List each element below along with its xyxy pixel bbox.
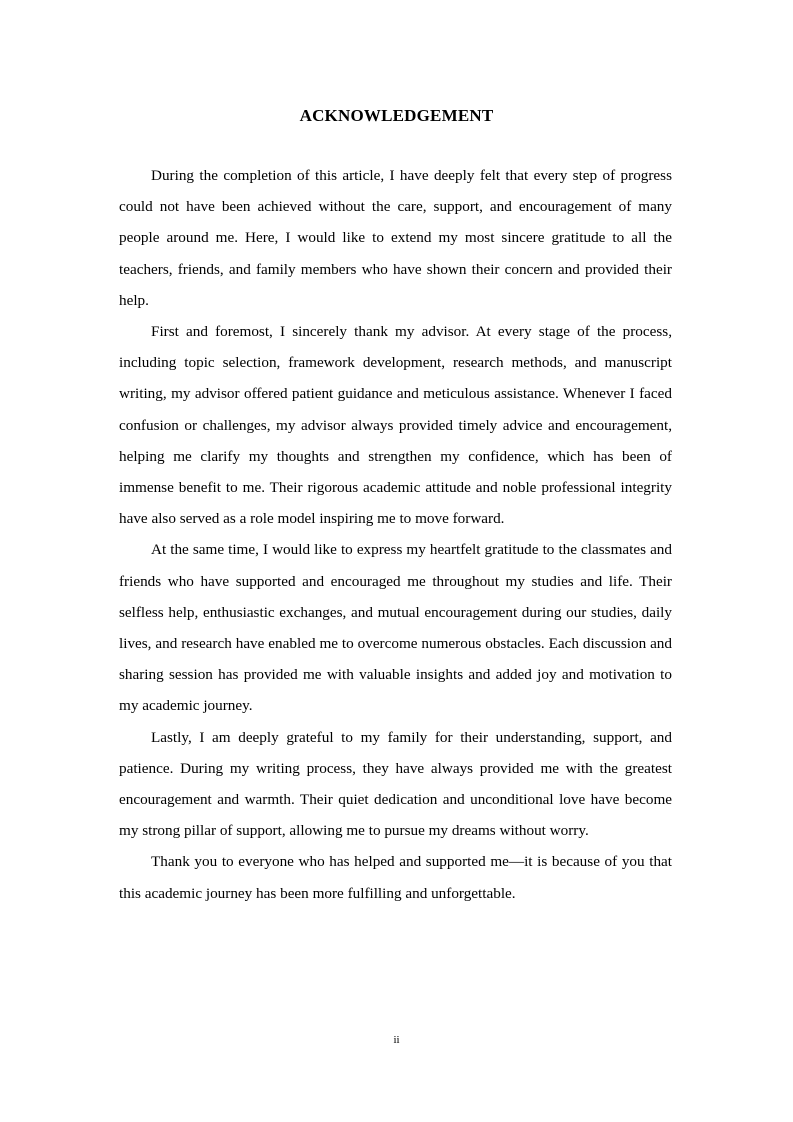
- body-text: [119, 160, 672, 909]
- paragraph-classmates: At the same time, I would like to express my heartfelt gratitude to the classmates and friends who have supported and encouraged me throughout my studies and life. Their selfless help, enthusiastic exchanges, and mutual encouragement during our studies, daily lives, and research have enabled me to overcome numerous obstacles. Each discussion and sharing session has provided me with valuable insights and added joy and motivation to my academic journey.: [119, 541, 672, 715]
- paragraph-advisor: First and foremost, I sincerely thank my advisor. At every stage of the process, including topic selection, framework development, research methods, and manuscript writing, my advisor offered patient guidance and meticulous assistance. Whenever I faced confusion or challenges, my advisor always provided timely advice and encouragement, helping me clarify my thoughts and strengthen my confidence, which has been of immense benefit to me. Their rigorous academic attitude and noble professional integrity have also served as a role model inspiring me to move forward.: [119, 323, 672, 528]
- paragraph-closing: Thank you to everyone who has helped and supported me—it is because of you that this academic journey has been more fulfilling and unforgettable.: [119, 853, 672, 902]
- page-title: ACKNOWLEDGEMENT: [299, 106, 494, 125]
- page-number: ii: [393, 1034, 400, 1046]
- paragraph-family: Lastly, I am deeply grateful to my family for their understanding, support, and patience. During my writing process, they have always provided me with the greatest encouragement and warmth. Their quiet dedication and unconditional love have become my strong pillar of support, allowing me to pursue my dreams without worry.: [119, 728, 672, 840]
- paragraph-intro: During the completion of this article, I have deeply felt that every step of progress could not have been achieved without the care, support, and encouragement of many people around me. Here, I would like to extend my most sincere gratitude to all the teachers, friends, and family members who have shown their concern and provided their help.: [119, 167, 672, 309]
